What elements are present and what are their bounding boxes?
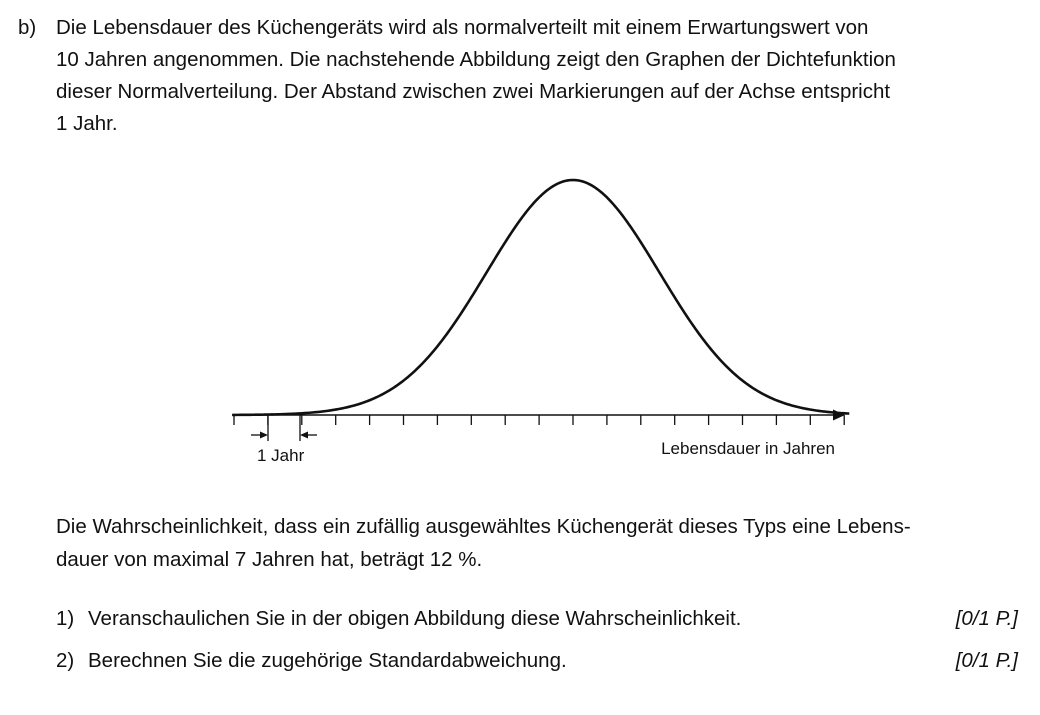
subtask-number: 2) <box>56 649 75 672</box>
density-curve <box>232 180 849 415</box>
paragraph-line: dauer von maximal 7 Jahren hat, beträgt 12 %. <box>56 548 483 571</box>
intro-line: 1 Jahr. <box>56 112 118 135</box>
subtask-points: [0/1 P.] <box>955 607 1018 630</box>
subtask-number: 1) <box>56 607 75 630</box>
subtask-1 <box>56 603 1026 635</box>
intro-line: 10 Jahren angenommen. Die nachstehende Abbildung zeigt den Graphen der Dichtefunktion <box>56 48 896 71</box>
subtask-text: Berechnen Sie die zugehörige Standardabweichung. <box>88 649 567 672</box>
scale-indicator <box>251 415 317 441</box>
paragraph-line: Die Wahrscheinlichkeit, dass ein zufällig ausgewähltes Küchengerät dieses Typs eine Lebens- <box>56 515 911 538</box>
subtask-text: Veranschaulichen Sie in der obigen Abbildung diese Wahrscheinlichkeit. <box>88 607 742 630</box>
subtask-points: [0/1 P.] <box>955 649 1018 672</box>
intro-line: Die Lebensdauer des Küchengeräts wird als normalverteilt mit einem Erwartungswert von <box>56 16 869 39</box>
scale-arrowhead-left <box>260 432 268 439</box>
axis-label: Lebensdauer in Jahren <box>661 439 835 458</box>
task-label: b) <box>18 16 37 39</box>
x-axis-arrowhead <box>833 410 845 421</box>
axis-ticks <box>234 415 844 425</box>
scale-label: 1 Jahr <box>257 446 305 465</box>
subtask-2 <box>56 645 1026 677</box>
intro-line: dieser Normalverteilung. Der Abstand zwischen zwei Markierungen auf der Achse entspricht <box>56 80 891 103</box>
scale-arrowhead-right <box>300 432 308 439</box>
probability-paragraph <box>56 510 1026 576</box>
